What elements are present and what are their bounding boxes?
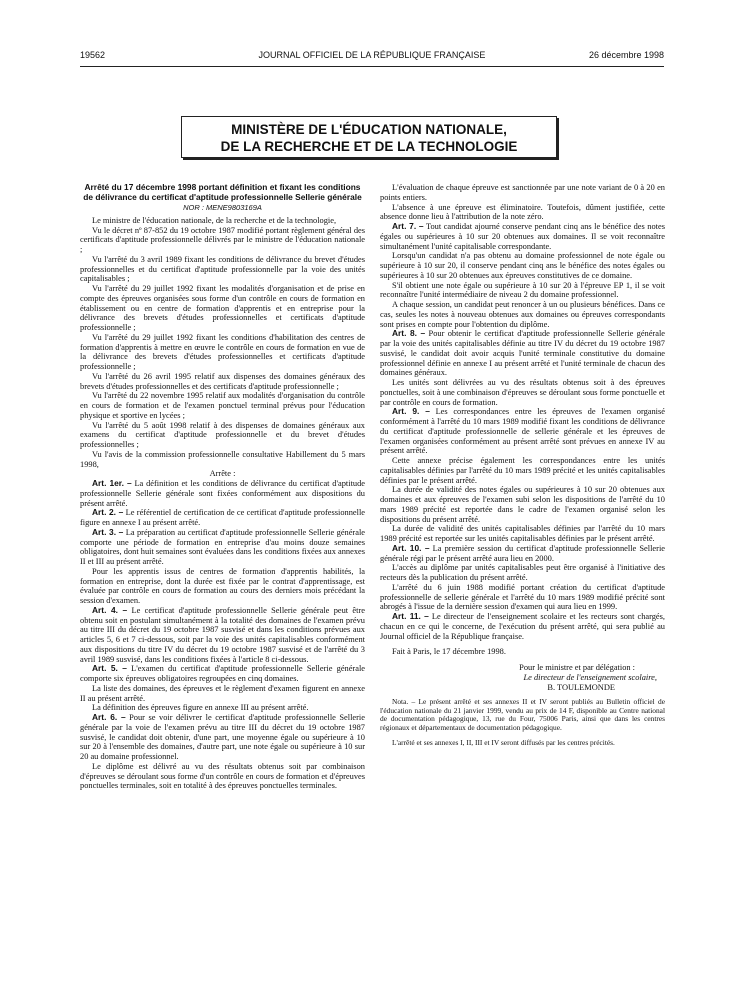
article-text: Lorsqu'un candidat n'a pas obtenu au domaine professionnel de note égale ou supérieure à 10 sur 20, il conserve pendant cinq ans le bénéfice des notes égales ou supérieures à 10 sur 20 obtenues aux épreuves constitutives de ce domaine. xyxy=(380,251,665,280)
article-paragraph xyxy=(80,508,365,528)
article-text: La durée de validité des notes égales ou supérieures à 10 sur 20 obtenues aux domaines et aux épreuves de l'examen subi selon les dispositions de l'arrêté du 10 mars 1989 précité est reportée dans le cadre de l'examen organisé selon les dispositions du présent arrêté. xyxy=(380,485,665,524)
article-label: Art. 1er. – xyxy=(92,478,132,489)
article-label: Art. 2. – xyxy=(92,507,124,518)
article-paragraph xyxy=(80,762,365,791)
article-paragraph xyxy=(380,612,665,641)
ministry-line-2: DE LA RECHERCHE ET DE LA TECHNOLOGIE xyxy=(220,139,518,154)
article-label: Art. 8. – xyxy=(392,328,426,339)
article-text: La définition et les conditions de délivrance du certificat d'aptitude professionnelle Sellerie générale sont fixées conformément aux dispositions du présent arrêté. xyxy=(80,479,365,508)
preamble-paragraph: Vu l'avis de la commission professionnelle consultative Habillement du 5 mars 1998, xyxy=(80,449,365,469)
article-label: Art. 10. – xyxy=(392,542,430,553)
article-paragraph xyxy=(380,524,665,544)
article-paragraph xyxy=(380,407,665,456)
header-rule xyxy=(80,66,664,67)
article-text: Pour les apprentis issus de centres de formation d'apprentis habilités, la formation en entreprise, dont la durée est fixée par le contrat d'apprentissage, est évaluée par contrôle en cours de formation au cours des derniers mois précédant la session d'examen. xyxy=(80,566,365,606)
article-paragraph xyxy=(80,528,365,567)
article-text: La définition des épreuves figure en annexe III au présent arrêté. xyxy=(92,703,309,713)
article-text: Le certificat d'aptitude professionnelle Sellerie générale peut être obtenu soit en postulant simultanément à la totalité des domaines de l'examen prévu au titre III du décret du 19 octobre 1987 susvisé et dans les conditions prévues aux articles 5, 6 et 7 ci-dessous, soit par la voie des unités capitalisables conformément aux dispositions du titre IV du décret du 19 octobre 1987 susvisé et de l'arrêté du 3 avril 1989 susvisé, dans les conditions fixées à l'article 8 ci-dessous. xyxy=(80,605,365,664)
article-text: S'il obtient une note égale ou supérieure à 10 sur 20 à l'épreuve EP 1, il se voit reconnaître l'unité intermédiaire de niveau 2 du domaine professionnel. xyxy=(380,280,665,300)
article-paragraph xyxy=(380,544,665,564)
article-paragraph xyxy=(80,479,365,508)
article-paragraph xyxy=(380,378,665,407)
article-text: L'absence à une épreuve est éliminatoire. Toutefois, dûment justifiée, cette absence donne lieu à l'attribution de la note zéro. xyxy=(380,202,665,222)
article-text: Pour se voir délivrer le certificat d'aptitude professionnelle Sellerie générale par la voie de l'examen prévu au titre III du décret du 19 octobre 1987 susvisé, le candidat doit obtenir, d'une part, une moyenne égale ou supérieure à 10 sur 20 à l'ensemble des domaines, d'autre part, une note égale ou supérieure à 10 sur 20 au domaine professionnel. xyxy=(80,713,365,762)
article-text: Pour obtenir le certificat d'aptitude professionnelle Sellerie générale par la voie des unités capitalisables définie au titre IV du décret du 19 octobre 1987 susvisé, le candidat doit avoir acquis l'unité terminale constitutive du domaine professionnel définie en annexe I au présent arrêté et l'unité terminale de chacun des domaines généraux. xyxy=(380,329,665,378)
article-paragraph xyxy=(80,684,365,704)
article-label: Art. 7. – xyxy=(392,221,424,231)
article-paragraph xyxy=(380,183,665,203)
preamble-paragraph: Le ministre de l'éducation nationale, de la recherche et de la technologie, xyxy=(92,215,337,225)
article-text: L'arrêté du 6 juin 1988 modifié portant création du certificat d'aptitude professionnelle de sellerie générale et l'arrêté du 10 mars 1989 modifié précité sont abrogés à l'issue de la dernière session d'examen qui aura lieu en 1999. xyxy=(380,582,665,612)
article-text: La première session du certificat d'aptitude professionnelle Sellerie générale régi par le présent arrêté aura lieu en 2000. xyxy=(380,543,665,563)
preamble-paragraph: Vu l'arrêté du 29 juillet 1992 fixant les conditions d'habilitation des centres de formation d'apprentis à mettre en œuvre le contrôle en cours de formation en vue de la délivrance des brevets d'études professionnelles et certificats d'aptitude professionnelle ; xyxy=(80,332,365,372)
article-text: Cette annexe précise également les correspondances entre les unités capitalisables définies par l'arrêté du 10 mars 1989 précité et les unités capitalisables définies par le présent arrêté. xyxy=(380,456,665,485)
preamble-paragraph: Vu l'arrêté du 22 novembre 1995 relatif aux modalités d'organisation du contrôle en cours de formation et de l'examen ponctuel terminal prévus pour l'éducation physique et sportive en lycées ; xyxy=(80,391,365,420)
article-label: Art. 4. – xyxy=(92,604,128,615)
article-text: L'accès au diplôme par unités capitalisables peut être organisé à l'initiative des recteurs dès la publication du présent arrêté. xyxy=(380,563,665,582)
article-paragraph xyxy=(380,456,665,485)
article-text: La liste des domaines, des épreuves et le règlement d'examen figurent en annexe II au présent arrêté. xyxy=(80,683,365,703)
page-number: 19562 xyxy=(80,50,106,60)
article-paragraph xyxy=(380,485,665,524)
article-paragraph xyxy=(80,664,365,684)
article-paragraph xyxy=(380,583,665,612)
distribution-note: L'arrêté et ses annexes I, II, III et IV seront diffusés par les centres précités. xyxy=(392,737,615,747)
nor-reference: NOR : MENE9803169A xyxy=(183,203,262,213)
article-text: Les unités sont délivrées au vu des résultats obtenus soit à des épreuves ponctuelles, soit à une combinaison d'épreuves se déroulant sous forme ponctuelle et par contrôle en cours de formation. xyxy=(380,378,665,407)
ministry-box xyxy=(181,116,557,158)
article-paragraph xyxy=(80,713,365,762)
preamble xyxy=(80,216,365,470)
article-text: Le diplôme est délivré au vu des résultats obtenus soit par combinaison d'épreuves se déroulant sous forme d'un contrôle en cours de formation et d'épreuves ponctuelles terminales, soit en totalité à des épreuves ponctuelles terminales. xyxy=(80,761,365,791)
article-text: Tout candidat ajourné conserve pendant cinq ans le bénéfice des notes égales ou supérieures à 10 sur 20 obtenues aux domaines. Il se voit reconnaître simultanément l'unité capitalisable correspondante. xyxy=(380,222,665,251)
journal-title: JOURNAL OFFICIEL DE LA RÉPUBLIQUE FRANÇAISE xyxy=(258,50,486,60)
article-paragraph xyxy=(380,251,665,280)
preamble-paragraph: Vu l'arrêté du 26 avril 1995 relatif aux dispenses des domaines généraux des brevets d'études professionnelles et des certificats d'aptitude professionnelle ; xyxy=(80,371,365,391)
article-label: Art. 3. – xyxy=(92,526,124,537)
left-articles xyxy=(80,479,365,791)
preamble-paragraph: Vu l'arrêté du 29 juillet 1992 fixant les modalités d'organisation et de prise en compte des épreuves organisées sous forme d'un contrôle en cours de formation en établissement ou en centre de formation d'apprentis et en entreprise pour la délivrance des brevets d'études professionnelles et certificats d'aptitude professionnelle ; xyxy=(80,284,365,333)
right-articles xyxy=(380,183,665,641)
article-text: Les correspondances entre les épreuves de l'examen organisé conformément à l'arrêté du 10 mars 1989 modifié fixant les conditions de délivrance du certificat d'aptitude professionnelle de sellerie générale et les épreuves de l'examen organisées conformément au présent arrêté sont prévues en annexe IV au présent arrêté. xyxy=(380,407,665,456)
left-column xyxy=(80,183,365,791)
issue-date: 26 décembre 1998 xyxy=(588,50,664,60)
article-text: Le directeur de l'enseignement scolaire et les recteurs sont chargés, chacun en ce qui le concerne, de l'exécution du présent arrêté, qui sera publié au Journal officiel de la République française. xyxy=(380,612,666,641)
article-label: Art. 6. – xyxy=(92,712,126,723)
preamble-paragraph: Vu l'arrêté du 5 août 1998 relatif à des dispenses de domaines généraux aux examens du certificat d'aptitude professionnelle et du brevet d'études professionnelles ; xyxy=(80,420,365,450)
preamble-paragraph: Vu l'arrêté du 3 avril 1989 fixant les conditions de délivrance du brevet d'études professionnelles et du certificat d'aptitude professionnelle par la voie des unités capitalisables ; xyxy=(80,254,365,284)
article-text: L'évaluation de chaque épreuve est sanctionnée par une note variant de 0 à 20 en points entiers. xyxy=(380,183,665,202)
article-paragraph xyxy=(380,281,665,301)
article-text: A chaque session, un candidat peut renoncer à un ou plusieurs bénéfices. Dans ce cas, seules les notes à nouveau obtenues aux domaines ou épreuves correspondants sont prises en compte pour l'obtention du diplôme. xyxy=(380,300,665,329)
article-paragraph xyxy=(380,563,665,583)
signatory-name: B. TOULEMONDE xyxy=(547,682,615,692)
decree-title: Arrêté du 17 décembre 1998 portant définition et fixant les conditions de délivrance du certificat d'aptitude professionnelle Sellerie générale xyxy=(83,182,362,202)
ministry-line-1: MINISTÈRE DE L'ÉDUCATION NATIONALE, xyxy=(231,122,507,137)
article-label: Art. 9. – xyxy=(392,406,430,417)
article-paragraph xyxy=(80,567,365,606)
article-paragraph xyxy=(380,329,665,378)
for-minister: Pour le ministre et par délégation : xyxy=(519,663,635,672)
article-text: L'examen du certificat d'aptitude professionnelle Sellerie générale comporte six épreuves obligatoires regroupées en cinq domaines. xyxy=(80,664,365,684)
article-paragraph xyxy=(380,300,665,329)
article-text: Le référentiel de certification de ce certificat d'aptitude professionnelle figure en annexe I au présent arrêté. xyxy=(80,508,365,528)
article-text: La durée de validité des unités capitalisables définies par l'arrêté du 10 mars 1989 précité est reportée sur les unités capitalisables définies par le présent arrêté. xyxy=(380,524,665,543)
article-label: Art. 11. – xyxy=(392,611,429,621)
preamble-paragraph: Vu le décret nº 87-852 du 19 octobre 1987 modifié portant règlement général des certificats d'aptitude professionnelle délivrés par le ministre de l'éducation nationale ; xyxy=(80,225,365,255)
article-text: La préparation au certificat d'aptitude professionnelle Sellerie générale comporte une période de formation en entreprise d'au moins douze semaines obligatoires, dont huit semaines sont évaluées dans les conditions fixées aux annexes II et III au présent arrêté. xyxy=(80,527,365,567)
article-paragraph xyxy=(380,222,665,251)
article-paragraph xyxy=(380,203,665,223)
arrete-heading: Arrête : xyxy=(209,469,236,479)
nota-paragraph: Nota. – Le présent arrêté et ses annexes II et IV seront publiés au Bulletin officiel de l'éducation nationale du 21 janvier 1999, vendu au prix de 14 F, disponible au Centre national de documentation pédagogique, 13, rue du Four, 75006 Paris, ainsi que dans les centres régionaux et départementaux de documentation pédagogique. xyxy=(380,697,665,733)
signatory-role: Le directeur de l'enseignement scolaire, xyxy=(523,672,657,682)
place-date: Fait à Paris, le 17 décembre 1998. xyxy=(392,647,506,657)
right-column xyxy=(380,183,665,747)
article-paragraph xyxy=(80,606,365,665)
article-label: Art. 5. – xyxy=(92,663,127,674)
page-header xyxy=(80,50,664,64)
